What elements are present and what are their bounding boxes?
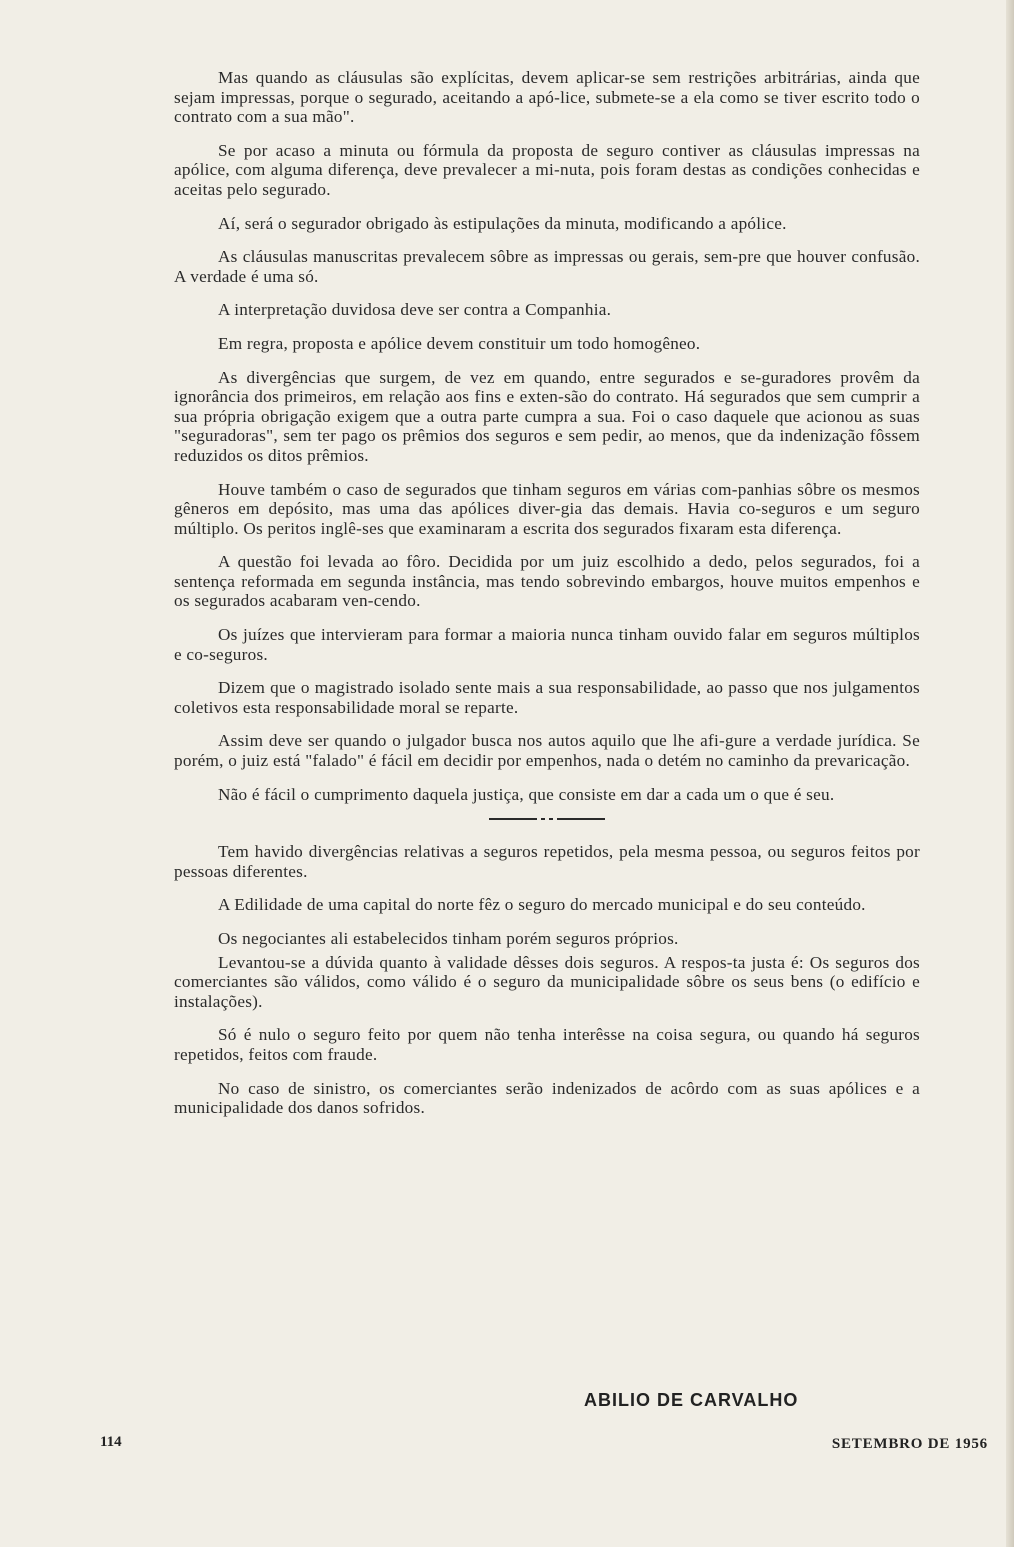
page-number: 114 [100,1434,122,1450]
paragraph: Os juízes que intervieram para formar a maioria nunca tinham ouvido falar em seguros múltiplos e co-seguros. [174,625,920,664]
paragraph: Em regra, proposta e apólice devem constituir um todo homogêneo. [218,333,701,353]
paragraph: Houve também o caso de segurados que tinham seguros em várias com-panhias sôbre os mesmos gêneros em depósito, mas uma das apólices diver-gia das demais. Havia co-seguros e um seguro múltiplo. Os peritos inglê-ses que examinaram a escrita dos segurados fixaram esta diferença. [174,479,920,538]
author-signature: ABILIO DE CARVALHO [584,1390,799,1410]
paragraph: A questão foi levada ao fôro. Decidida por um juiz escolhido a dedo, pelos segurados, foi a sentença reformada em segunda instância, mas tendo sobrevindo embargos, houve muitos empenhos e os segurados acabaram ven-cendo. [174,552,920,611]
paragraph: Só é nulo o seguro feito por quem não tenha interêsse na coisa segura, ou quando há seguros repetidos, feitos com fraude. [174,1025,920,1064]
paragraph: Mas quando as cláusulas são explícitas, devem aplicar-se sem restrições arbitrárias, ainda que sejam impressas, porque o segurado, aceitando a apó-lice, submete-se a ela como se tiver escrito todo o contrato com a sua mão". [174,68,920,127]
paragraph: Não é fácil o cumprimento daquela justiça, que consiste em dar a cada um o que é seu. [218,784,835,804]
paragraph: No caso de sinistro, os comerciantes serão indenizados de acôrdo com as suas apólices e a municipalidade dos danos sofridos. [174,1078,920,1118]
paragraph: A Edilidade de uma capital do norte fêz o seguro do mercado municipal e do seu conteúdo. [218,895,866,915]
page-edge [1006,0,1014,1547]
paragraph: Os negociantes ali estabelecidos tinham porém seguros próprios. [218,929,679,948]
paragraph: As cláusulas manuscritas prevalecem sôbre as impressas ou gerais, sem-pre que houver confusão. A verdade é uma só. [174,247,920,286]
article-body [174,68,920,1132]
paragraph: Assim deve ser quando o julgador busca nos autos aquilo que lhe afi-gure a verdade jurídica. Se porém, o juiz está "falado" é fácil em decidir por empenhos, nada o detém no caminho da prevaricação. [174,731,920,771]
paragraph: Dizem que o magistrado isolado sente mais a sua responsabilidade, ao passo que nos julgamentos coletivos esta responsabilidade moral se reparte. [174,678,920,717]
paragraph: Tem havido divergências relativas a seguros repetidos, pela mesma pessoa, ou seguros feitos por pessoas diferentes. [174,842,920,881]
paragraph: Levantou-se a dúvida quanto à validade dêsses dois seguros. A respos-ta justa é: Os seguros dos comerciantes são válidos, como válido é o seguro da municipalidade sôbre os seus bens (o edifício e instalações). [174,952,920,1011]
paragraph: A interpretação duvidosa deve ser contra a Companhia. [218,300,612,320]
paragraph: As divergências que surgem, de vez em quando, entre segurados e se-guradores provêm da ignorância dos primeiros, em relação aos fins e exten-são do contrato. Há segurados que sem cumprir a sua própria obrigação exigem que a outra parte cumpra a sua. Foi o caso daquele que acionou as suas "seguradoras", sem ter pago os prêmios dos seguros e sem pedir, ao menos, que da indenização fôssem reduzidos os ditos prêmios. [174,367,920,465]
paragraph: Aí, será o segurador obrigado às estipulações da minuta, modificando a apólice. [218,213,787,233]
issue-date: SETEMBRO DE 1956 [831,1436,988,1452]
paragraph: Se por acaso a minuta ou fórmula da proposta de seguro contiver as cláusulas impressas na apólice, com alguma diferença, deve prevalecer a mi-nuta, pois foram destas as condições conhecidas e aceitas pelo segurado. [174,140,920,199]
section-divider [174,818,920,820]
